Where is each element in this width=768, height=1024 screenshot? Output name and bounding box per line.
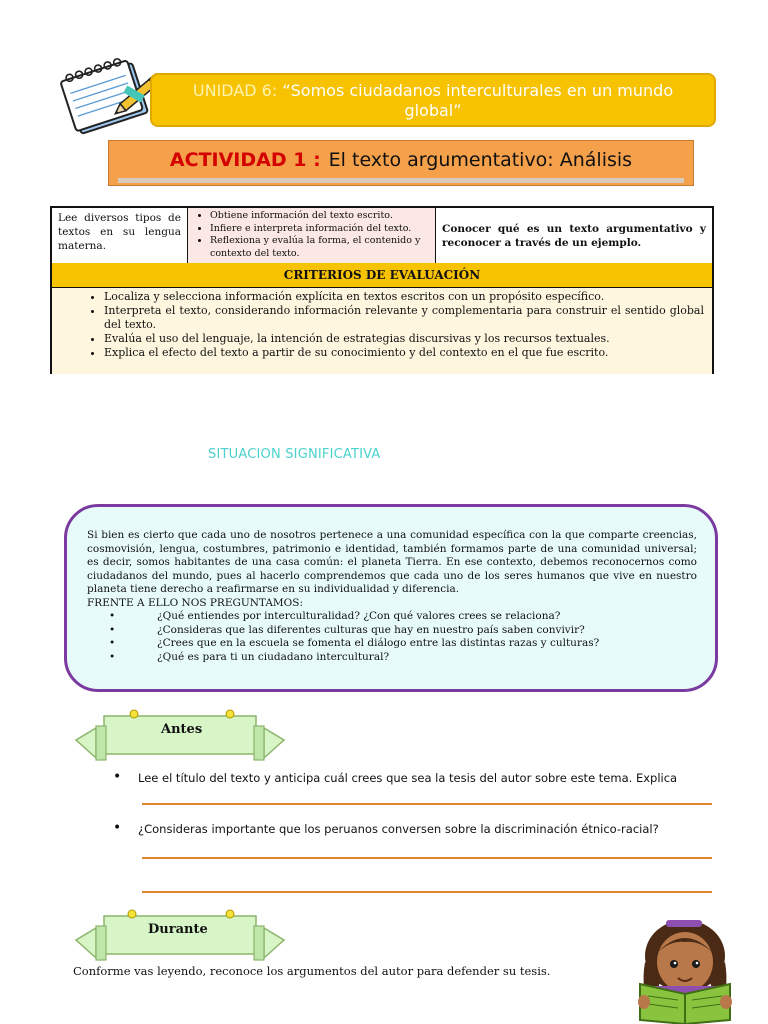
activity-underline	[118, 178, 684, 183]
girl-reading-icon	[630, 912, 740, 1024]
durante-label: Durante	[148, 922, 208, 937]
situacion-box	[64, 504, 718, 692]
unit-label: UNIDAD 6:	[192, 81, 278, 100]
pin-icon	[128, 910, 136, 918]
evaluation-table	[50, 206, 714, 374]
pin-icon	[226, 710, 234, 718]
pin-icon	[226, 910, 234, 918]
bullet: •	[113, 769, 122, 785]
situacion-paragraph: Si bien es cierto que cada uno de nosotros pertenece a una comunidad específica con la que comparte creencias, cosmovisión, lengua, costumbres, patrimonio e identidad, también formamos parte de una comunidad universal; es decir, somos habitantes de una casa común: el planeta Tierra. En ese contexto, debemos reconocernos como ciudadanos del mundo, pues al hacerlo comprendemos que cada uno de los seres humanos que vive en nuestro planeta tiene derecho a reafirmarse en su individualidad y diferencia.	[87, 529, 697, 595]
capacity-item: • Obtiene información del texto escrito.	[210, 210, 431, 223]
capacity-item: • Reflexiona y evalúa la forma, el contenido y contexto del texto.	[210, 235, 431, 260]
antes-question: ¿Consideras importante que los peruanos conversen sobre la discriminación étnico-racial?	[138, 822, 659, 836]
criteria-list	[52, 288, 712, 374]
capacities-cell	[188, 208, 436, 263]
table-row-top	[52, 208, 712, 264]
answer-line[interactable]	[142, 803, 712, 805]
purpose-cell: Conocer qué es un texto argumentativo y reconocer a través de un ejemplo.	[442, 223, 706, 249]
unit-title-line2: global”	[404, 101, 462, 120]
capacity-item: • Infiere e interpreta información del texto.	[210, 223, 431, 236]
question-item: • ¿Crees que en la escuela se fomenta el diálogo entre las distintas razas y culturas?	[87, 637, 697, 651]
question-item: • ¿Qué es para ti un ciudadano intercultural?	[87, 651, 697, 665]
question-item: • ¿Qué entiendes por interculturalidad? ¿Con qué valores crees se relaciona?	[87, 610, 697, 624]
question-item: • ¿Consideras que las diferentes culturas que hay en nuestro país saben convivir?	[87, 624, 697, 638]
pin-icon	[130, 710, 138, 718]
competence-cell: Lee diversos tipos de textos en su lengua materna.	[52, 208, 188, 263]
criteria-item: • Interpreta el texto, considerando información relevante y complementaria para construir el sentido global del texto.	[104, 304, 704, 332]
criteria-heading: CRITERIOS DE EVALUACIÓN	[52, 263, 712, 288]
situacion-title: SITUACION SIGNIFICATIVA	[208, 447, 381, 462]
durante-instruction: Conforme vas leyendo, reconoce los argumentos del autor para defender su tesis.	[73, 964, 551, 978]
criteria-item: • Localiza y selecciona información explícita en textos escritos con un propósito específico.	[104, 290, 704, 304]
criteria-item: • Explica el efecto del texto a partir de su conocimiento y del contexto en el que fue escrito.	[104, 346, 704, 360]
bullet: •	[113, 820, 122, 836]
activity-label: ACTIVIDAD 1 :	[169, 149, 321, 171]
unit-title: “Somos ciudadanos interculturales en un mundo	[282, 81, 674, 100]
antes-question: Lee el título del texto y anticipa cuál crees que sea la tesis del autor sobre este tema. Explica	[138, 771, 678, 785]
antes-label: Antes	[161, 722, 203, 737]
criteria-item: • Evalúa el uso del lenguaje, la intención de estrategias discursivas y los recursos textuales.	[104, 332, 704, 346]
answer-line[interactable]	[142, 857, 712, 859]
unit-banner	[150, 73, 716, 127]
answer-line[interactable]	[142, 891, 712, 893]
unit-title-line1	[152, 81, 714, 101]
situacion-lead: FRENTE A ELLO NOS PREGUNTAMOS:	[87, 596, 304, 609]
activity-title: El texto argumentativo: Análisis	[328, 149, 633, 171]
